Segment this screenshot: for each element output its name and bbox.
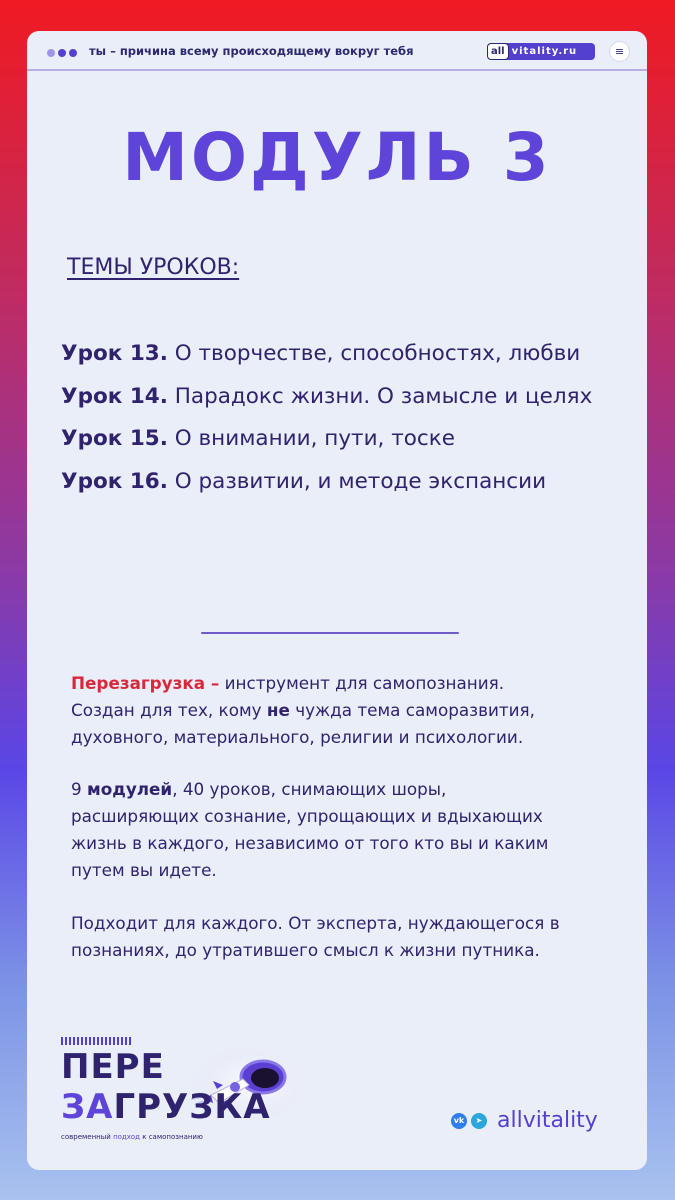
lesson-number: Урок 15.	[61, 426, 168, 451]
hamburger-icon: ≡	[614, 45, 625, 58]
lesson-title: Парадокс жизни. О замысле и целях	[174, 383, 593, 409]
text-line: духовного, материального, религии и психологии.	[71, 727, 524, 747]
text-span: , 40 уроков, снимающих шоры,	[172, 779, 447, 799]
text-span: подход	[113, 1133, 141, 1141]
bold-span: модулей	[87, 779, 173, 799]
logo-subtitle	[61, 1133, 203, 1141]
text-line: Подходит для каждого. От эксперта, нуждающегося в	[71, 913, 560, 933]
text-line: путем вы идете.	[71, 860, 217, 880]
text-line: расширяющих сознание, упрощающих и вдыхающих	[71, 806, 543, 826]
tagline: ты – причина всему происходящему вокруг тебя	[89, 44, 414, 58]
text-line: познаниях, до утратившего смысл к жизни путника.	[71, 940, 540, 960]
course-logo	[61, 1037, 291, 1157]
footer-brand	[451, 1108, 598, 1133]
text-span: 9	[71, 779, 88, 799]
lesson-title: О творчестве, способностях, любви	[174, 341, 581, 366]
brand-rest: vitality	[522, 1108, 598, 1133]
lesson-title: О развитии, и методе экспансии	[174, 468, 547, 494]
lesson-number: Урок 16.	[61, 468, 168, 494]
brand-highlight: Перезагрузка –	[71, 673, 220, 693]
menu-button[interactable]	[609, 41, 630, 62]
site-link[interactable]	[487, 43, 595, 60]
text-span: инструмент для самопознания.	[219, 673, 505, 693]
top-bar	[27, 31, 647, 71]
text-span: чужда тема саморазвития,	[289, 700, 535, 720]
dots-icon	[47, 49, 77, 57]
description-paragraph	[71, 670, 631, 751]
lesson-item	[61, 341, 592, 384]
bold-span: не	[266, 700, 290, 720]
logo-rest: ГРУЗКА	[113, 1087, 271, 1127]
audience-paragraph	[71, 910, 631, 964]
vk-icon[interactable]: vk	[451, 1113, 467, 1129]
lesson-list	[61, 341, 592, 511]
text-span: современный	[61, 1133, 114, 1141]
lesson-title: О внимании, пути, тоске	[174, 426, 455, 451]
logo-line-1: ПЕРЕ	[61, 1047, 165, 1087]
telegram-icon[interactable]: ➤	[471, 1113, 487, 1129]
page-title: МОДУЛЬ 3	[122, 119, 552, 196]
lesson-number: Урок 13.	[61, 341, 168, 366]
site-domain: vitality.ru	[511, 46, 578, 57]
text-span: Создан для тех, кому	[71, 700, 267, 720]
text-span: к самопознанию	[140, 1133, 203, 1141]
brand-name[interactable]	[497, 1108, 598, 1133]
text-line: жизнь в каждого, независимо от того кто вы и каким	[71, 833, 549, 853]
site-prefix: all	[487, 43, 509, 60]
logo-za: ЗА	[61, 1087, 114, 1127]
content-card	[27, 31, 647, 1170]
logo-bar	[61, 1037, 133, 1045]
divider	[201, 632, 459, 634]
brand-all: all	[497, 1108, 523, 1133]
lesson-item	[61, 469, 592, 512]
lesson-item	[61, 426, 592, 469]
modules-paragraph	[71, 776, 631, 884]
lesson-number: Урок 14.	[61, 383, 168, 409]
logo-line-2	[61, 1087, 271, 1127]
topics-heading: ТЕМЫ УРОКОВ:	[67, 255, 240, 280]
lesson-item	[61, 384, 592, 427]
